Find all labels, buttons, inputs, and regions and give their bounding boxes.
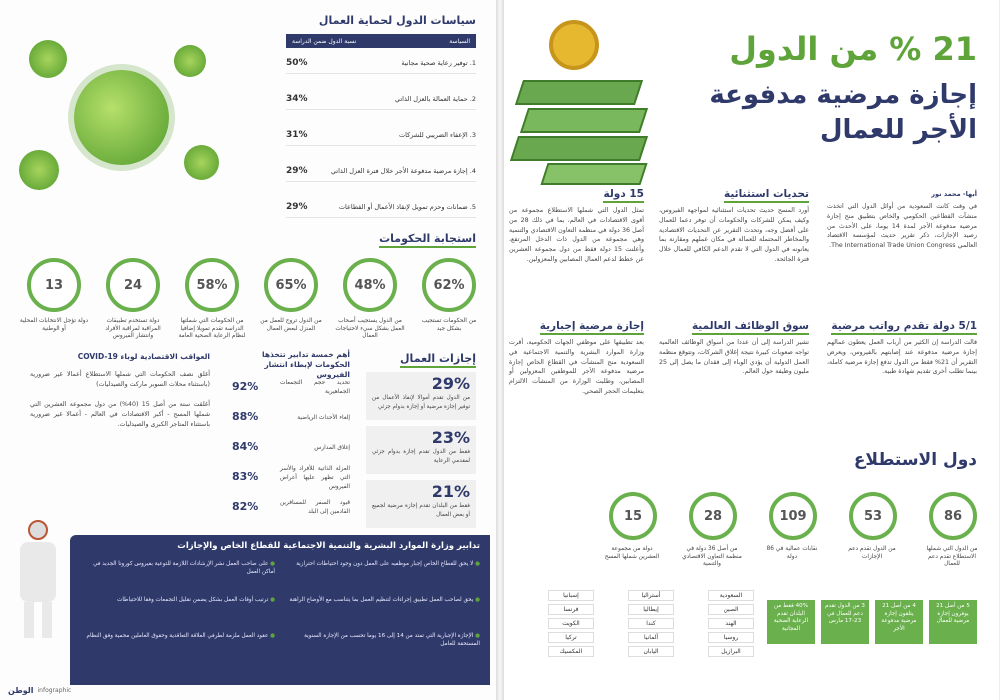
survey-ring: 109 — [769, 492, 817, 540]
step-item: 83% العزلة الذاتية للأفراد والأسر التي تظهر عليها أعراض الفيروس — [232, 465, 350, 490]
stat-box: 5 من أصل 21 يوفرون إجازة مرضية للعمال — [929, 600, 977, 644]
section-heading-mandatory-leave: إجازة مرضية إجبارية — [540, 320, 644, 335]
survey-ring-label: نقابات عمالية في 86 دولة — [766, 546, 818, 560]
section-heading-challenges: تحديات استثنائية — [724, 188, 809, 203]
gov-ring: 65% — [264, 258, 318, 312]
section-heading-job-market: سوق الوظائف العالمية — [692, 320, 809, 335]
section-text-challenges: أورد المسح حديث تحديات استثنائية لمواجهة الفيروس، وكيف يمكن للشركات والحكومات أن توفر دعما للعمال على أفضل وجه، وتحدث التقرير عن التحديات الاقتصادية والمخاطر المحتملة للعمالة في مكان عملهم ومقارنة بما يعانونه في الدول التي لا تقدم الدعم الكافي للعمال خلال فترة الجائحة. — [659, 207, 809, 263]
coin-icon — [549, 20, 599, 70]
measure-item: ● يحق لصاحب العمل تطبيق إجراءات لتنظيم العمل بما يتناسب مع الأوضاع الراهنة — [289, 597, 480, 603]
gov-ring-label: من الحكومات التي شملتها الدراسة تقدم تمويلا إضافيا لنظام الرعاية الصحية العامة — [178, 318, 246, 340]
step-item: 92% تحديد حجم التجمعات الجماهيرية — [232, 380, 350, 395]
survey-title: دول الاستطلاع — [853, 450, 977, 470]
gov-ring-label: دولة تستخدم تطبيقات المراقبة لمراقبة الأفراد وانتشار الفيروس — [105, 318, 161, 340]
disinfection-worker-illustration — [10, 520, 70, 640]
page-gutter — [496, 0, 504, 700]
logo-subtitle: infographic — [37, 687, 72, 694]
survey-ring-label: من الدول تقدم دعم الإجازات — [848, 546, 896, 560]
section-heading-15-countries: 15 دولة — [603, 188, 644, 203]
virus-icon — [19, 150, 59, 190]
gov-ring-label: من الدول تروج للعمل من المنزل لبعض العمال — [260, 318, 322, 332]
measure-item: ● عقود العمل ملزمة لطرفي العلاقة التعاقدية وحقوق العاملين محمية وفق النظام — [86, 633, 275, 639]
country-tag: الصين — [708, 604, 754, 615]
country-tag: كندا — [628, 618, 674, 629]
country-tag: فرنسا — [548, 604, 594, 615]
econ-item: أغلق نصف الحكومات التي شملها الاستطلاع أعمالا غير ضرورية (باستثناء محلات السوبر ماركت والصيدليات) — [30, 371, 210, 388]
leave-item: 21% فقط من البلدان تقدم إجازة مرضية لجميع أو بعض العمال — [366, 480, 476, 528]
country-tag: الهند — [708, 618, 754, 629]
country-tag: اليابان — [628, 646, 674, 657]
stat-box: 40% فقط من البلدان تقدم الرعاية الصحية المجانية — [767, 600, 815, 644]
gov-ring: 62% — [422, 258, 476, 312]
leave-item: 29% من الدول تقدم أموالا لإنفاذ الأعمال من توفير إجازة مرضية أو إجازة بدوام جزئي — [366, 372, 476, 420]
section-text-job-market: تشير الدراسة إلى أن عددا من أسواق الوظائف العالمية تواجه صعوبات كبيرة نتيجة إغلاق الشركات، وتتوقع منظمة العمل الدولية أن يؤدي الوباء إلى فقدان ما يصل إلى 25 مليون وظيفة حول العالم. — [659, 339, 809, 376]
country-tag: الكويت — [548, 618, 594, 629]
money-stack-illustration — [514, 20, 654, 190]
econ-item: أغلقت ستة من أصل 15 (40%) من دول مجموعة العشرين التي شملها المسح - أكبر الاقتصادات في العالم - أعمالا غير ضرورية باستثناء المتاجر الكبرى والصيدليات. — [30, 401, 210, 428]
measures-title: تدابير وزارة الموارد البشرية والتنمية الاجتماعية للقطاع الخاص والإجازات — [177, 541, 480, 551]
table-row: 2. حماية العمالة بالعزل الذاتي 34% — [286, 88, 476, 110]
gov-ring-label: دولة تؤجل الانتخابات المحلية أو الوطنية — [19, 318, 89, 332]
gov-ring: 48% — [343, 258, 397, 312]
country-tag: إيطاليا — [628, 604, 674, 615]
virus-illustration — [14, 30, 244, 210]
intro-text: في وقت كانت السعودية من أوائل الدول التي اتخذت منشآت القطاعين الحكومي والخاص بتطبيق منح إجازة مرضية مدفوعة الأجر لمدة 14 يوما، على الأحدث من رصيد الإجازات، ذكر تقرير حديث لمؤسسة الاقتصاد العالمي The International Trade Union Congress. — [827, 203, 977, 249]
stat-box: 3 من الدول تقدم دعم للعمال في 23-17 مارس — [821, 600, 869, 644]
publisher-logo — [8, 686, 71, 695]
measure-item: ● ترتيب أوقات العمل بشكل يضمن تقليل التجمعات وفقا للاحتياطات — [117, 597, 275, 603]
leave-title: إجازات العمال — [400, 352, 476, 368]
step-item: 82% قيود السفر للمسافرين القادمين إلى البلد — [232, 500, 350, 515]
country-tag: إسبانيا — [548, 590, 594, 601]
country-tag: تركيا — [548, 632, 594, 643]
measure-item: ● على صاحب العمل نشر الإرشادات اللازمة للتوعية بفيروس كورونا الجديد في أماكن العمل — [93, 561, 275, 575]
section-heading-sick-pay: 5/1 دولة تقدم رواتب مرضية — [831, 320, 977, 335]
logo-wordmark: الوطن — [8, 686, 34, 695]
survey-ring: 53 — [849, 492, 897, 540]
steps-title: أهم خمسة تدابير تتخذها الحكومات لإبطاء انتشار الفيروس — [262, 350, 350, 379]
gov-title: استجابة الحكومات — [379, 232, 476, 248]
table-row: 3. الإعفاء الضريبي للشركات 31% — [286, 124, 476, 146]
country-tag: البرازيل — [708, 646, 754, 657]
country-tag: السعودية — [708, 590, 754, 601]
policy-header-policy: السياسة — [449, 37, 470, 45]
headline-primary: 21 % من الدول — [729, 30, 977, 68]
stat-box: 4 من أصل 21 يتلقون إجازة مرضية مدفوعة الأجر — [875, 600, 923, 644]
table-row: 5. ضمانات وحزم تمويل لإنقاذ الأعمال أو القطاعات 29% — [286, 196, 476, 218]
policy-table-header — [286, 34, 476, 48]
section-text-15-countries: تمثل الدول التي شملها الاستطلاع مجموعة من أقوى الاقتصادات في العالم، بما في ذلك 28 من أصل 36 دولة في منظمة التعاون الاقتصادي والتنمية وهي مجموعة من الدول ذات الدخل المرتفع، وأعلنت 15 دولة فقط من دول مجموعة العشرين عن خطط لدعم العمال المصابين والمعزولين. — [509, 207, 645, 263]
survey-ring: 15 — [609, 492, 657, 540]
measure-item: ● لا يحق للقطاع الخاص إجبار موظفيه على العمل دون وجود احتياطات احترازية — [296, 561, 480, 567]
virus-icon — [174, 45, 206, 77]
policy-title: سياسات الدول لحماية العمال — [318, 14, 476, 27]
country-tag: أستراليا — [628, 590, 674, 601]
step-item: 88% إلغاء الأحداث الرياضية — [232, 410, 350, 423]
measure-item: ● الإجازة الإجبارية التي تمتد من 14 إلى 16 يوما تحسب من الإجازة السنوية المستحقة للعامل — [304, 633, 480, 647]
country-tag: روسيا — [708, 632, 754, 643]
leave-item: 23% فقط من الدول تقدم إجازة بدوام جزئي لمقدمي الرعاية — [366, 426, 476, 474]
section-text-mandatory-leave: بعد تطبيقها على موظفي الجهات الحكومية، أقرت وزارة الموارد البشرية والتنمية الاجتماعية في السعودية منح المنشآت في القطاع الخاص إجازة مرضية مدفوعة الأجر للموظفين المعزولين أو المصابين، وطلبت الوزارة من المنشآت الالتزام بتعليمات الحجر الصحي. — [509, 339, 644, 395]
country-tag: ألمانيا — [628, 632, 674, 643]
survey-ring-label: دولة من مجموعة العشرين شملها المسح — [604, 546, 660, 560]
country-tag: المكسيك — [548, 646, 594, 657]
gov-ring: 58% — [185, 258, 239, 312]
gov-ring: 24 — [106, 258, 160, 312]
survey-ring: 86 — [929, 492, 977, 540]
survey-ring-label: من أصل 36 دولة في منظمة التعاون الاقتصادي والتنمية — [682, 546, 742, 568]
econ-title: العواقب الاقتصادية لوباء COVID-19 — [77, 352, 210, 361]
gov-ring: 13 — [27, 258, 81, 312]
survey-ring-label: من الدول التي شملها الاستطلاع تقدم دعم للعمال — [926, 546, 978, 568]
survey-ring: 28 — [689, 492, 737, 540]
gov-ring-label: من الدول يستجيب أصحاب العمل بشكل سيء لاحتياجات العمال — [335, 318, 405, 340]
headline-tertiary: الأجر للعمال — [819, 115, 977, 145]
virus-icon — [74, 70, 169, 165]
right-page — [500, 0, 1000, 700]
table-row: 4. إجازة مرضية مدفوعة الأجر خلال فترة العزل الذاتي 29% — [286, 160, 476, 182]
gov-ring-label: من الحكومات تستجيب بشكل جيد — [421, 318, 477, 332]
virus-icon — [184, 145, 219, 180]
policy-header-percent: نسبة الدول ضمن الدراسة — [292, 37, 357, 45]
headline-secondary: إجازة مرضية مدفوعة — [709, 80, 977, 110]
table-row: 1. توفير رعاية صحية مجانية 50% — [286, 52, 476, 74]
step-item: 84% إغلاق المدارس — [232, 440, 350, 453]
byline: أبها- محمد نور — [931, 190, 977, 198]
virus-icon — [29, 40, 67, 78]
section-text-sick-pay: قالت الدراسة إن الكثير من أرباب العمل يعطون عمالهم إجازة مرضية مدفوعة عند إصابتهم بالفيروس، ويعرض التقرير أن 21% فقط من الدول تدفع إجازة مرضية كاملة، بينما تطلب أخرى تقديم شهادة طبية. — [827, 339, 977, 376]
measures-panel — [70, 535, 490, 685]
